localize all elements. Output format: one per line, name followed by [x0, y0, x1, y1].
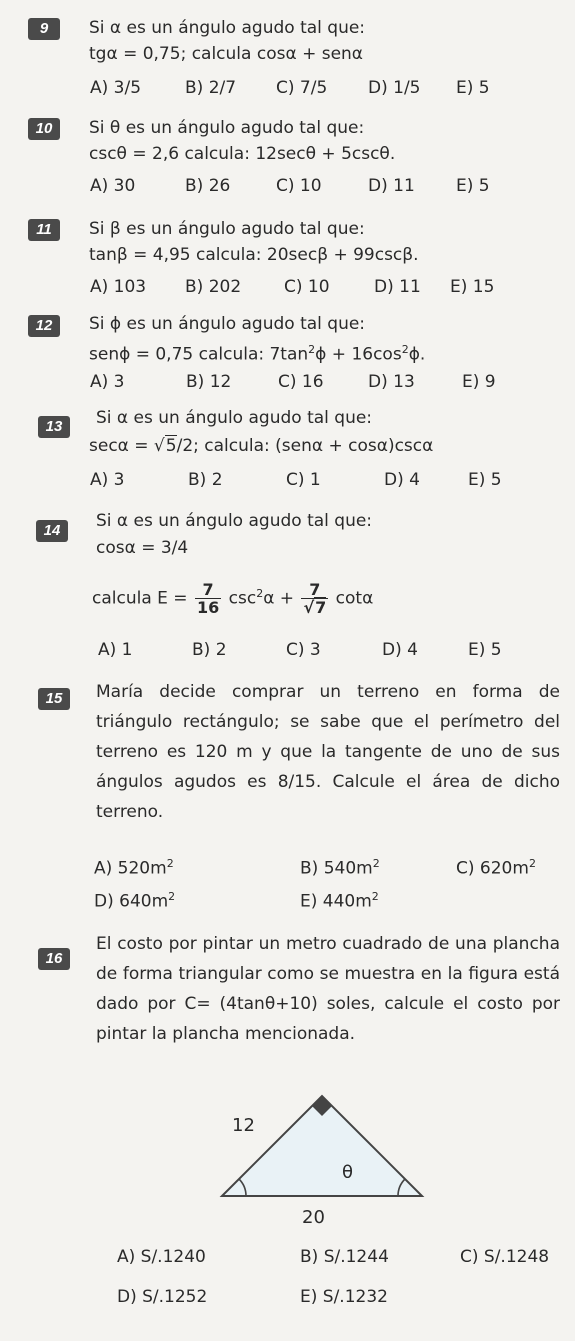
option-d: D) 4: [384, 470, 420, 490]
problem-text-line: tanβ = 4,95 calcula: 20secβ + 99cscβ.: [89, 245, 419, 265]
side-label: 12: [232, 1115, 255, 1136]
option-c: C) 16: [278, 372, 324, 392]
fraction: $\frac{7}{16}$: [196, 580, 220, 618]
problem-text-line: Si ϕ es un ángulo agudo tal que:: [89, 314, 366, 334]
option-e: E) 9: [462, 372, 496, 392]
option-b: B) $540m^2$: [300, 857, 380, 879]
problem-number-badge: 13: [38, 416, 70, 438]
problem-text-line: Si α es un ángulo agudo tal que:: [89, 18, 366, 38]
option-a: A) 3: [90, 470, 125, 490]
option-e: E) 5: [456, 176, 490, 196]
option-c: C) $620m^2$: [456, 857, 536, 879]
problem-text-line: cosα = 3/4: [96, 538, 189, 558]
option-a: A) 3/5: [90, 78, 142, 98]
option-d: D) $640m^2$: [94, 890, 176, 912]
problem-text-line: Si α es un ángulo agudo tal que:: [96, 408, 373, 428]
option-c: C) 10: [284, 277, 330, 297]
problem-number-badge: 16: [38, 948, 70, 970]
problem-paragraph: El costo por pintar un metro cuadrado de una plancha de forma triangular como se muestra en la figura está dado por C= (4tanθ+10) soles, calcule el costo por pintar la plancha mencionada.: [96, 934, 560, 1044]
option-a: A) 1: [98, 640, 133, 660]
option-c: C) 3: [286, 640, 321, 660]
option-e: E) $440m^2$: [300, 890, 379, 912]
option-a: A) S/.1240: [117, 1247, 206, 1267]
option-d: D) 13: [368, 372, 415, 392]
option-b: B) 2: [192, 640, 227, 660]
problem-text-line: senϕ = 0,75 calcula: $7\tan^2\phi + 16\cos^2\phi$.: [89, 343, 426, 365]
option-d: D) 11: [368, 176, 415, 196]
problem-text-line: Si α es un ángulo agudo tal que:: [96, 511, 373, 531]
angle-label: θ: [342, 1162, 354, 1183]
problem-text-line: Si β es un ángulo agudo tal que:: [89, 219, 365, 239]
option-b: B) 26: [185, 176, 231, 196]
option-a: A) 30: [90, 176, 136, 196]
problem-text-line: secα = √5/2; calcula: (senα + cosα)cscα: [89, 436, 434, 456]
problem-paragraph: María decide comprar un terreno en forma de triángulo rectángulo; se sabe que el perímetro del terreno es 120 m y que la tangente de uno de sus ángulos agudos es 8/15. Calcule el área de dicho terreno.: [96, 682, 560, 822]
option-e: E) S/.1232: [300, 1287, 388, 1307]
option-d: D) 1/5: [368, 78, 421, 98]
fraction: $\frac{7}{√7}$: [303, 580, 327, 618]
problem-text-line: tgα = 0,75; calcula cosα + senα: [89, 44, 364, 64]
formula-line: calcula E = $\frac{7}{16}$ $\csc^2\alpha$ + $\frac{7}{√7}$ cotα: [92, 580, 374, 618]
option-b: B) 12: [186, 372, 232, 392]
option-c: C) 1: [286, 470, 321, 490]
square-root: √5: [153, 436, 177, 456]
option-c: C) 7/5: [276, 78, 328, 98]
problem-number-badge: 9: [28, 18, 60, 40]
option-d: D) S/.1252: [117, 1287, 208, 1307]
problem-number-badge: 12: [28, 315, 60, 337]
option-a: A) $520m^2$: [94, 857, 174, 879]
option-e: E) 5: [468, 640, 502, 660]
problem-number-badge: 11: [28, 219, 60, 241]
problem-text-line: cscθ = 2,6 calcula: 12secθ + 5cscθ.: [89, 144, 396, 164]
option-e: E) 5: [468, 470, 502, 490]
problem-number-badge: 10: [28, 118, 60, 140]
problem-number-badge: 14: [36, 520, 68, 542]
option-a: A) 103: [90, 277, 147, 297]
option-d: D) 11: [374, 277, 421, 297]
problem-text-line: Si θ es un ángulo agudo tal que:: [89, 118, 365, 138]
problem-number-badge: 15: [38, 688, 70, 710]
option-b: B) 202: [185, 277, 242, 297]
option-e: E) 15: [450, 277, 495, 297]
option-b: B) S/.1244: [300, 1247, 389, 1267]
option-a: A) 3: [90, 372, 125, 392]
option-b: B) 2: [188, 470, 223, 490]
option-c: C) 10: [276, 176, 322, 196]
option-c: C) S/.1248: [460, 1247, 550, 1267]
option-b: B) 2/7: [185, 78, 237, 98]
base-label: 20: [302, 1207, 325, 1228]
option-e: E) 5: [456, 78, 490, 98]
option-d: D) 4: [382, 640, 418, 660]
